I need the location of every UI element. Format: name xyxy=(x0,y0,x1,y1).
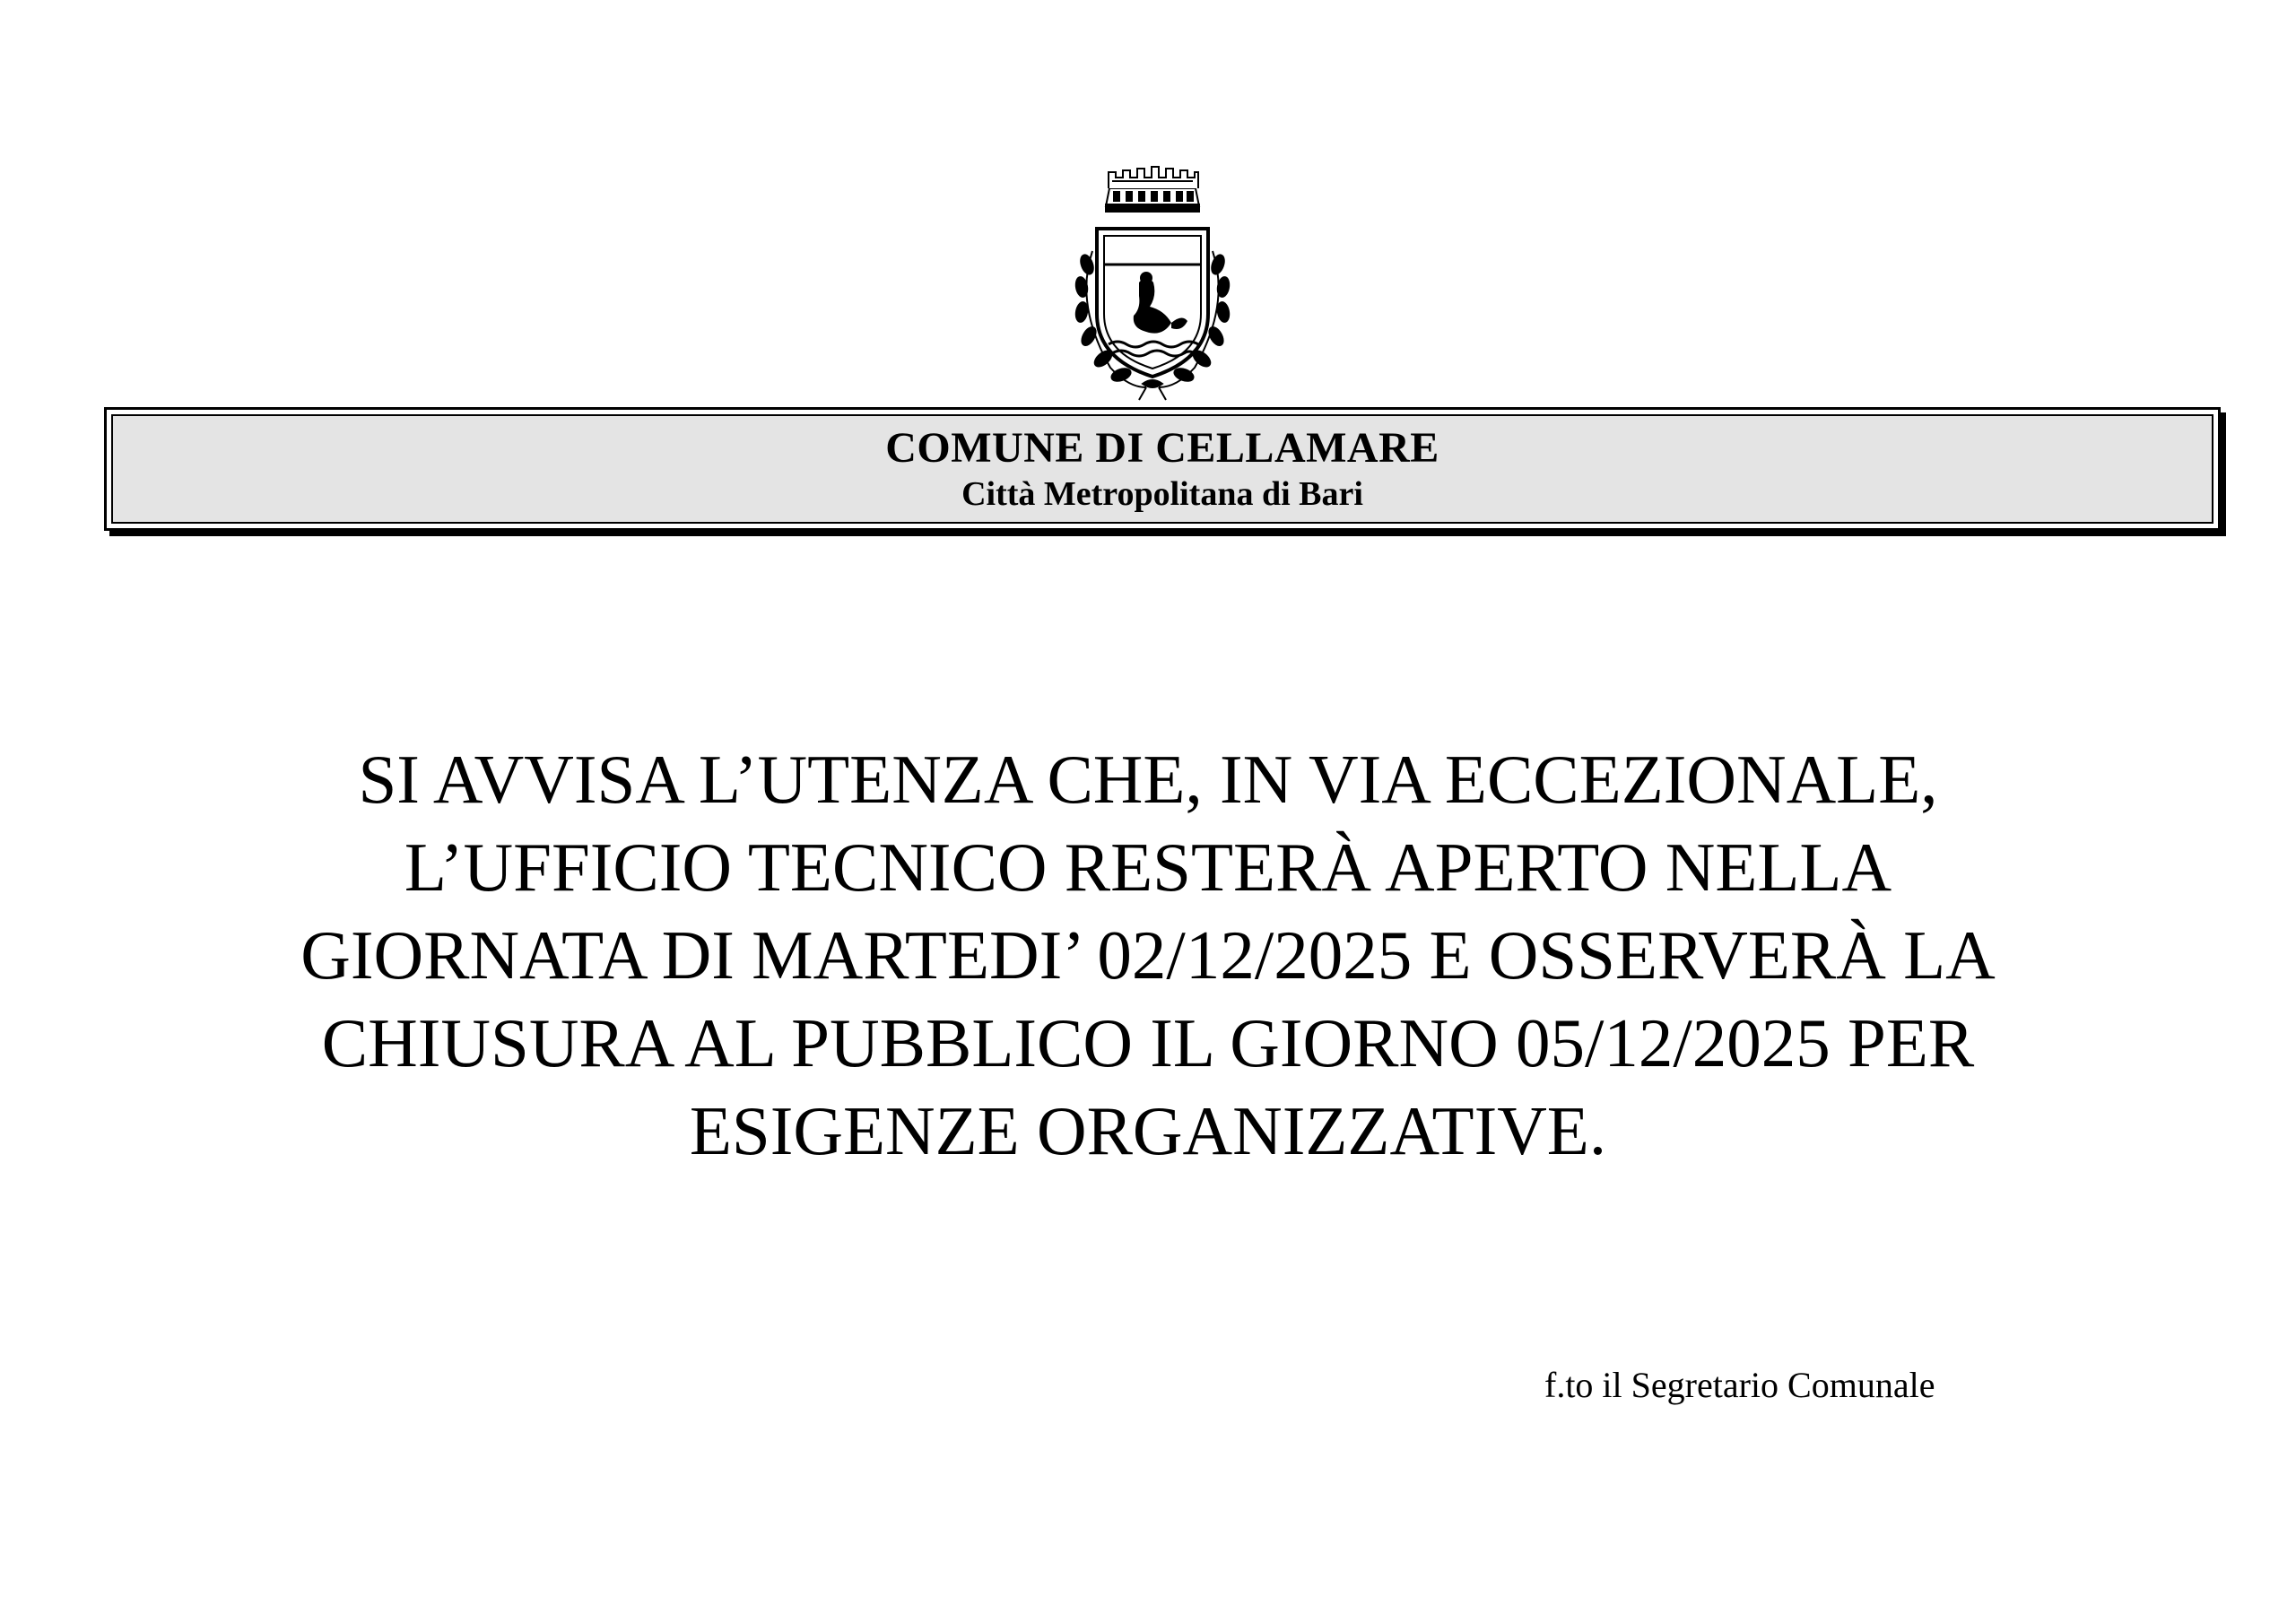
metropolitan-city-name: Città Metropolitana di Bari xyxy=(961,475,1363,513)
coat-of-arms-icon xyxy=(1057,152,1248,402)
notice-line: SI AVVISA L’UTENZA CHE, IN VIA ECCEZIONALE, xyxy=(358,741,1938,818)
notice-body xyxy=(108,735,2188,1175)
crown-icon xyxy=(1106,167,1199,212)
notice-line: L’UFFICIO TECNICO RESTERÀ APERTO NELLA xyxy=(404,829,1892,906)
notice-line: CHIUSURA AL PUBBLICO IL GIORNO 05/12/2025 PER xyxy=(321,1004,1975,1081)
signature-line: f.to il Segretario Comunale xyxy=(1544,1365,1935,1405)
notice-line: ESIGENZE ORGANIZZATIVE. xyxy=(689,1092,1607,1169)
municipality-header-box xyxy=(104,407,2221,531)
shield-icon xyxy=(1097,229,1208,377)
notice-line: GIORNATA DI MARTEDI’ 02/12/2025 E OSSERVERÀ LA xyxy=(300,916,1996,994)
municipality-header-inner xyxy=(111,414,2213,524)
municipality-name: COMUNE DI CELLAMARE xyxy=(885,424,1439,472)
